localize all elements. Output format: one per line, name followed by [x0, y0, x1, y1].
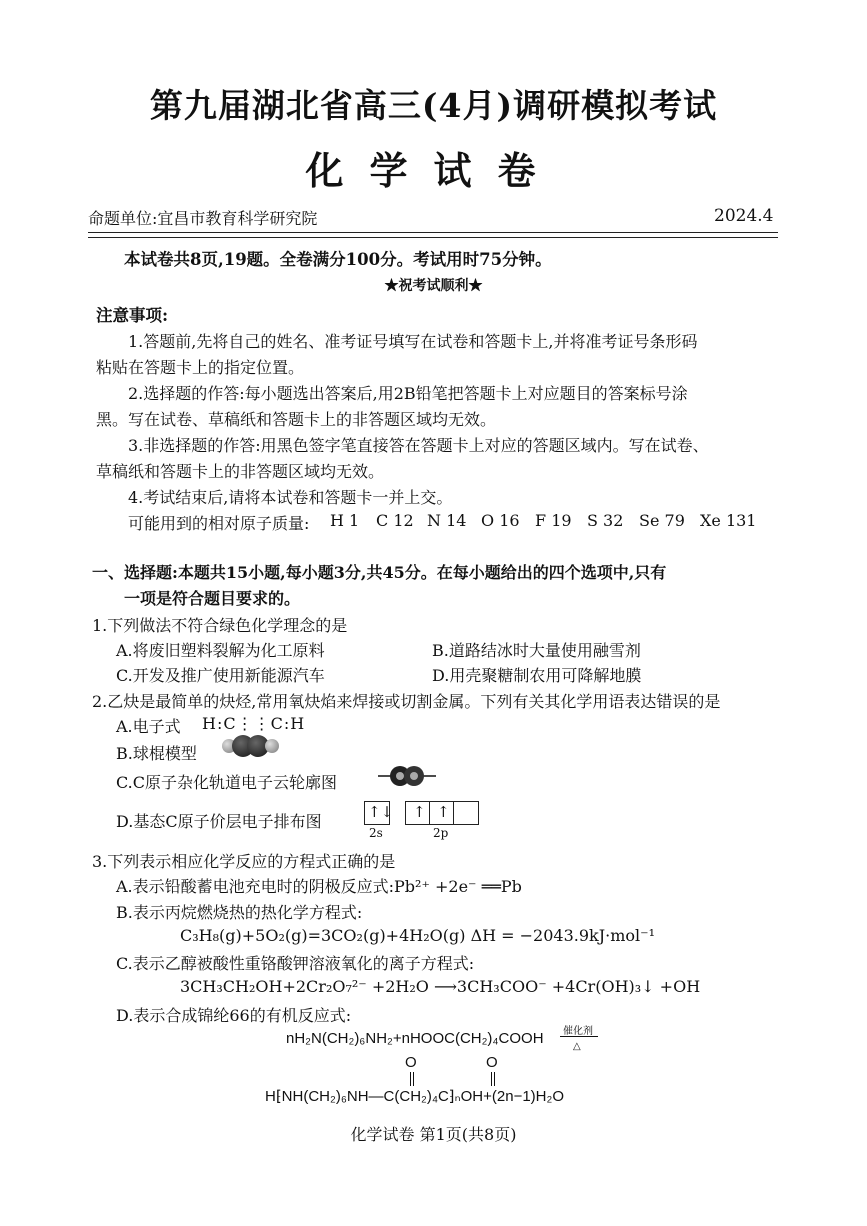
option-d: D.表示合成锦纶66的有机反应式: — [116, 1006, 352, 1025]
atomic-mass-O: O 16 — [481, 511, 520, 530]
question-stem: 2.乙炔是最简单的炔烃,常用氧炔焰来焊接或切割金属。下列有关其化学用语表达错误的是 — [92, 692, 721, 711]
paper-subject-title: 化学试卷 — [305, 148, 562, 193]
header-rule-thick — [88, 232, 778, 233]
option-a-label: A.电子式 — [116, 717, 181, 736]
notice-line: 黑。写在试卷、草稿纸和答题卡上的非答题区域均无效。 — [96, 410, 497, 429]
option-d-label: D.基态C原子价层电子排布图 — [116, 812, 322, 831]
orbital-cell — [406, 802, 430, 824]
blessing: ★祝考试顺利★ — [384, 278, 483, 294]
ball-stick-model — [222, 734, 280, 758]
carbonyl-oxygen: O — [405, 1054, 417, 1071]
notice-heading: 注意事项: — [96, 306, 169, 325]
hybrid-orbital-diagram — [376, 763, 438, 789]
notice-line: 3.非选择题的作答:用黑色签字笔直接答在答题卡上对应的答题区域内。写在试卷、 — [128, 436, 709, 455]
carbonyl-oxygen: O — [486, 1054, 498, 1071]
electron-arrow: ↑ — [413, 803, 426, 821]
exam-date: 2024.4 — [714, 206, 774, 226]
question-stem: 1.下列做法不符合绿色化学理念的是 — [92, 616, 348, 635]
catalyst-label: 催化剂 — [563, 1026, 593, 1037]
atomic-mass-C: C 12 — [376, 511, 414, 530]
atomic-mass-label: 可能用到的相对原子质量: — [128, 514, 310, 533]
double-bond-line — [491, 1072, 492, 1086]
option-d: D.用壳聚糖制农用可降解地膜 — [432, 666, 642, 685]
option-a: A.将废旧塑料裂解为化工原料 — [116, 641, 325, 660]
notice-line: 2.选择题的作答:每小题选出答案后,用2B铅笔把答题卡上对应题目的答案标号涂 — [128, 384, 688, 403]
option-b: B.表示丙烷燃烧热的热化学方程式: — [116, 903, 363, 922]
orbital-box-2s — [364, 801, 394, 825]
electron-arrow: ↑ — [437, 803, 450, 821]
option-a: A.表示铅酸蓄电池充电时的阴极反应式:Pb²⁺ +2e⁻ ══Pb — [116, 877, 522, 896]
electron-formula: H:C⋮⋮C:H — [202, 714, 306, 733]
atomic-mass-N: N 14 — [427, 511, 467, 530]
reaction-arrow-line — [560, 1036, 598, 1037]
orbital-label-2p: 2p — [433, 826, 449, 840]
section-heading-cont: 一项是符合题目要求的。 — [124, 589, 301, 608]
equation-b: C₃H₈(g)+5O₂(g)=3CO₂(g)+4H₂O(g) ΔH = −2043.9kJ·mol⁻¹ — [180, 926, 656, 945]
double-bond-line — [410, 1072, 411, 1086]
atomic-mass-Xe: Xe 131 — [700, 511, 757, 530]
option-c: C.表示乙醇被酸性重铬酸钾溶液氧化的离子方程式: — [116, 954, 475, 973]
section-heading: 一、选择题:本题共15小题,每小题3分,共45分。在每小题给出的四个选项中,只有 — [92, 563, 667, 582]
exam-title: 第九届湖北省高三(4月)调研模拟考试 — [149, 86, 718, 125]
page-footer: 化学试卷 第1页(共8页) — [350, 1125, 517, 1144]
option-c-label: C.C原子杂化轨道电子云轮廓图 — [116, 773, 338, 792]
orbital-cell — [430, 802, 454, 824]
header-rule-thin — [88, 237, 778, 238]
notice-line: 4.考试结束后,请将本试卷和答题卡一并上交。 — [128, 488, 453, 507]
atomic-mass-F: F 19 — [535, 511, 572, 530]
atomic-mass-Se: Se 79 — [639, 511, 685, 530]
orbital-box-2p — [405, 801, 479, 825]
double-bond-line — [413, 1072, 414, 1086]
notice-line: 1.答题前,先将自己的姓名、准考证号填写在试卷和答题卡上,并将准考证号条形码 — [128, 332, 698, 351]
atomic-mass-S: S 32 — [587, 511, 624, 530]
electron-pair-arrows: ↑↓ — [368, 803, 394, 821]
orbital-label-2s: 2s — [369, 826, 383, 840]
notice-line: 粘贴在答题卡上的指定位置。 — [96, 358, 305, 377]
equation-d-reactants: nH₂N(CH₂)₆NH₂+nHOOC(CH₂)₄COOH — [286, 1030, 544, 1047]
notice-line: 草稿纸和答题卡上的非答题区域均无效。 — [96, 462, 385, 481]
double-bond-line — [494, 1072, 495, 1086]
atomic-mass-H: H 1 — [330, 511, 360, 530]
equation-d-products: H⁅NH(CH₂)₆NH—C(CH₂)₄C⁆ₙOH+(2n−1)H₂O — [265, 1088, 564, 1105]
option-c: C.开发及推广使用新能源汽车 — [116, 666, 325, 685]
question-stem: 3.下列表示相应化学反应的方程式正确的是 — [92, 852, 396, 871]
exam-summary: 本试卷共8页,19题。全卷满分100分。考试用时75分钟。 — [124, 250, 552, 269]
option-b-label: B.球棍模型 — [116, 744, 197, 763]
author-unit: 命题单位:宜昌市教育科学研究院 — [88, 209, 318, 228]
option-b: B.道路结冰时大量使用融雪剂 — [432, 641, 641, 660]
equation-c: 3CH₃CH₂OH+2Cr₂O₇²⁻ +2H₂O ⟶3CH₃COO⁻ +4Cr(OH)₃↓ +OH — [180, 977, 701, 996]
heat-symbol: △ — [573, 1041, 581, 1052]
